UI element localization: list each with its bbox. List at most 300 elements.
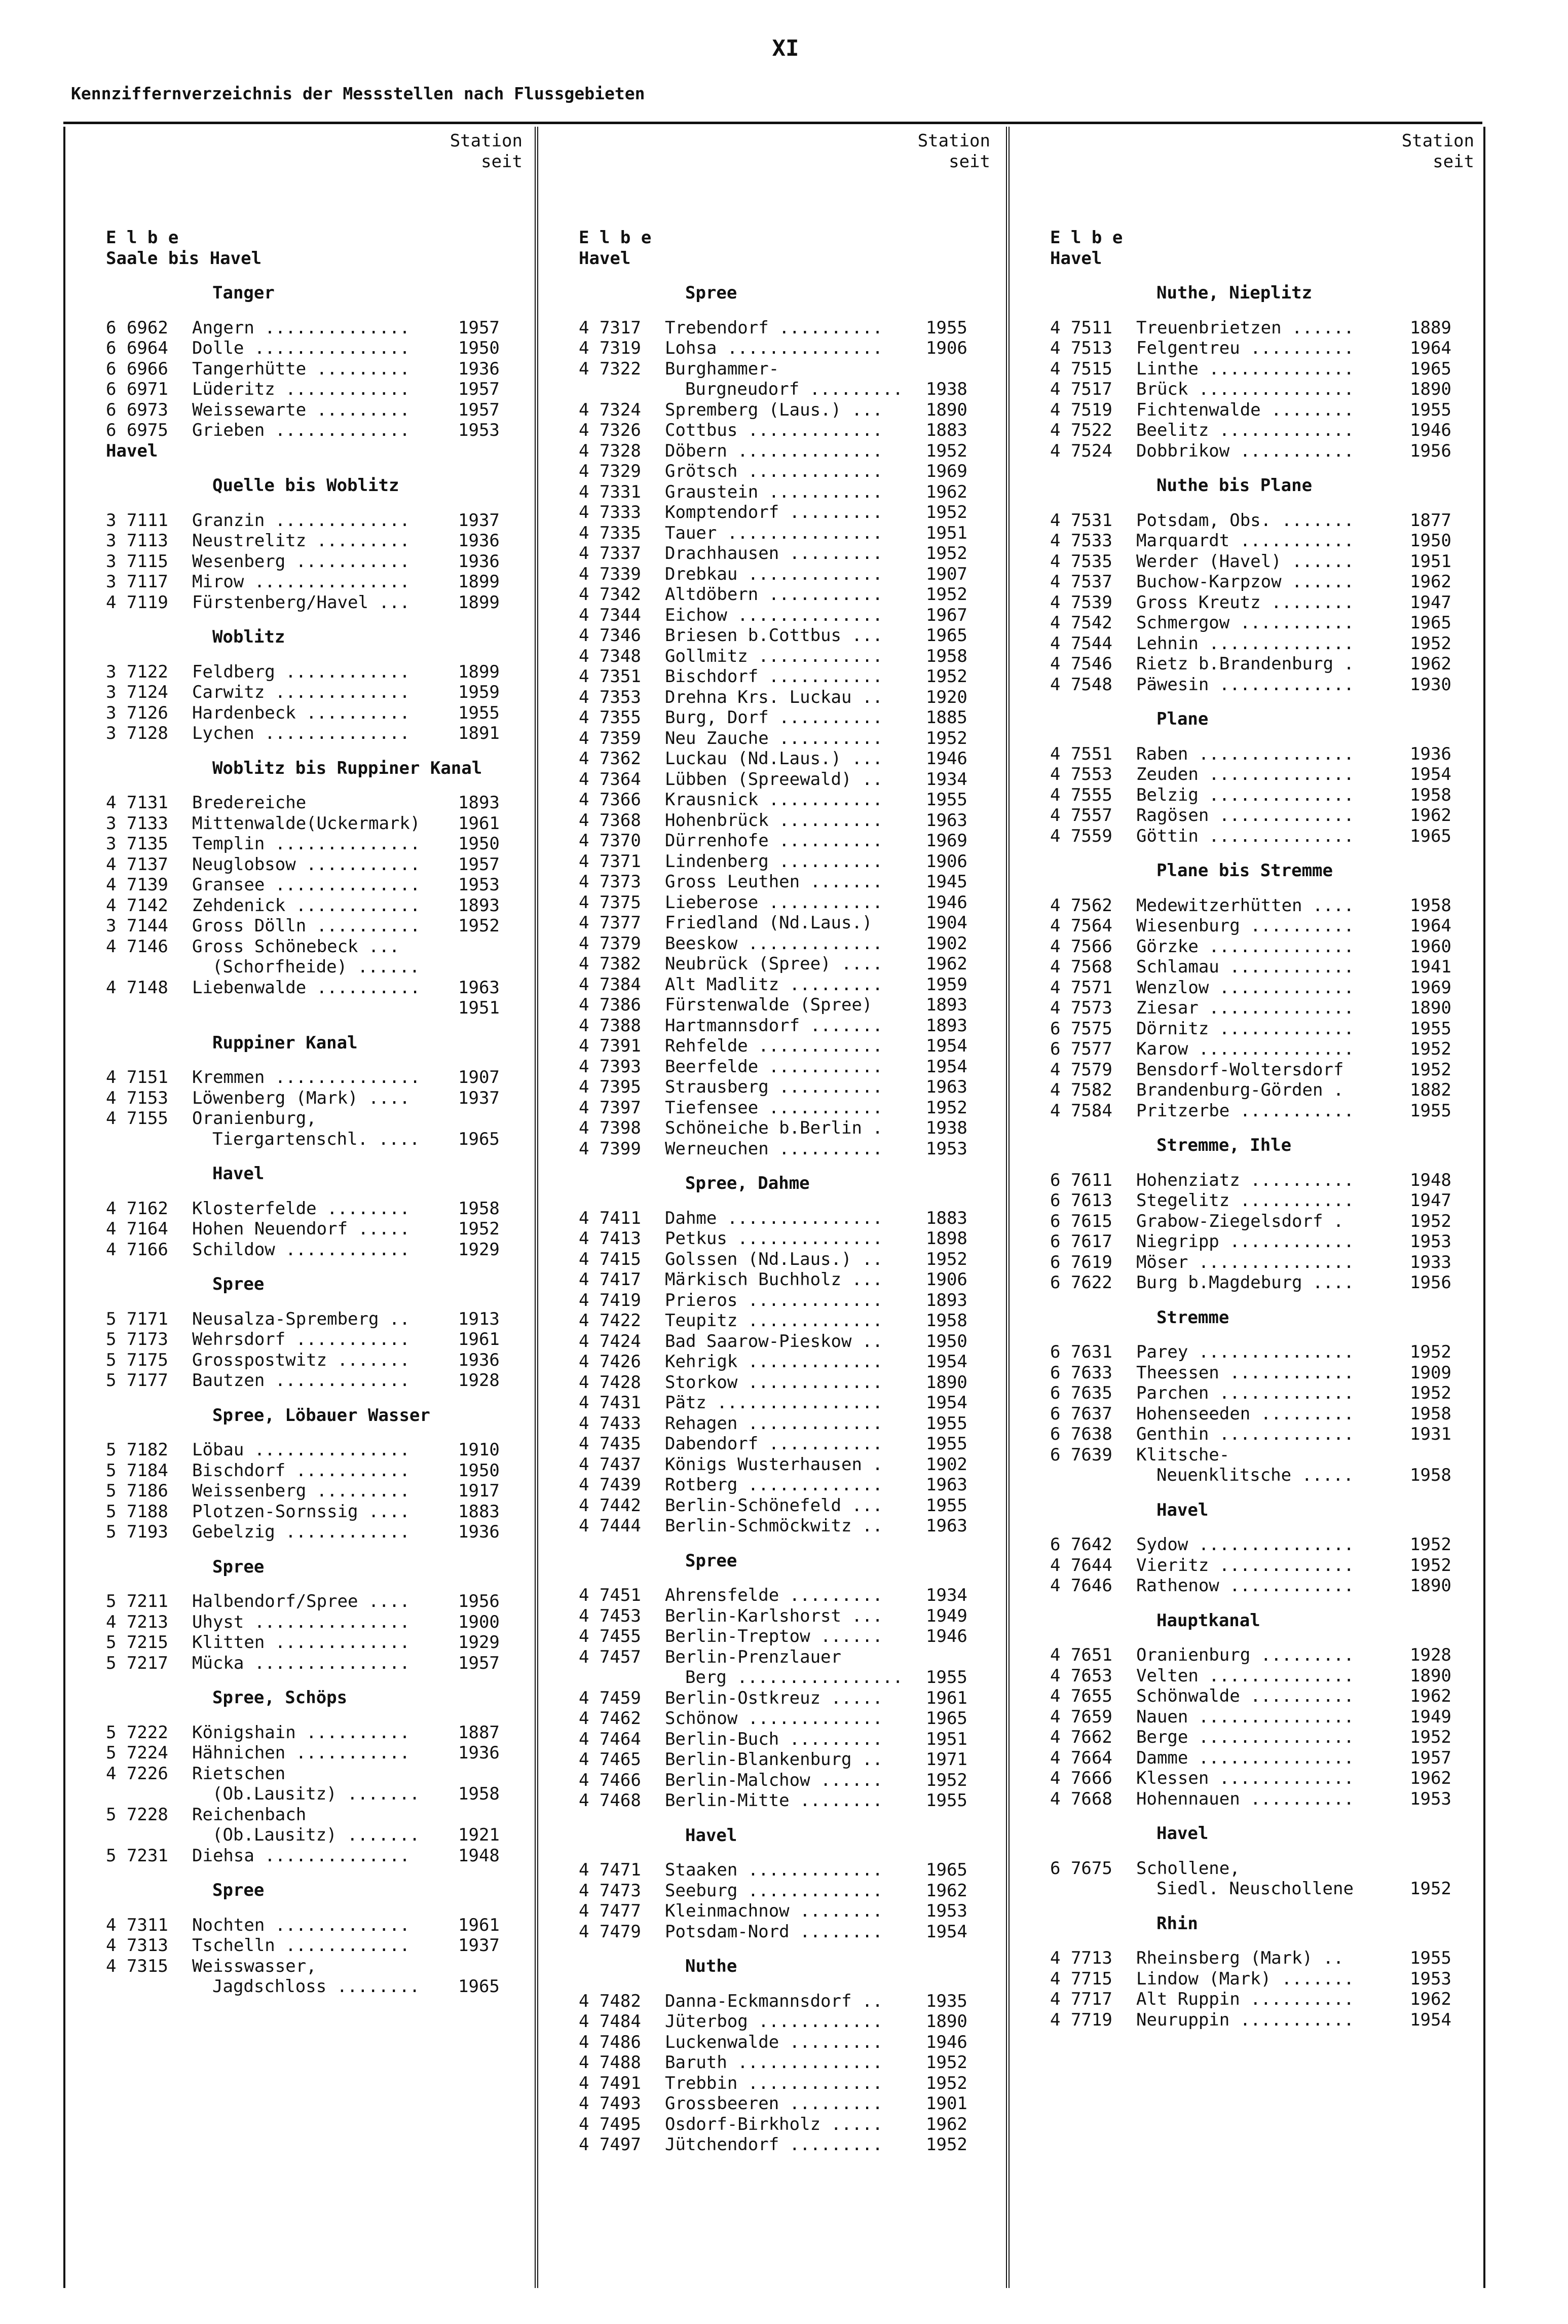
station-year: 1954 — [926, 1393, 967, 1413]
station-code: 4 7465 — [579, 1749, 641, 1770]
station-row — [106, 338, 532, 359]
station-name: Ragösen ............. — [1136, 805, 1354, 826]
station-name: Hähnichen ........... — [192, 1743, 410, 1763]
river-block — [1050, 248, 1483, 2031]
station-name: Baruth .............. — [665, 2052, 883, 2073]
station-row — [579, 769, 999, 790]
station-code: 4 7493 — [579, 2093, 641, 2114]
station-name: Nauen ............... — [1136, 1706, 1354, 1727]
station-row — [106, 1764, 532, 1784]
station-code: 4 7453 — [579, 1605, 641, 1626]
station-year: 1946 — [926, 1626, 967, 1646]
station-row — [579, 851, 999, 872]
station-code: 6 7617 — [1050, 1231, 1112, 1252]
station-code: 4 7313 — [106, 1935, 168, 1956]
station-row — [106, 551, 532, 572]
section-title: Spree — [685, 1550, 737, 1571]
station-row — [1050, 805, 1483, 826]
station-name: Dolle ............... — [192, 338, 410, 358]
station-year: 1921 — [458, 1825, 500, 1845]
station-name: Görzke .............. — [1136, 936, 1354, 957]
station-code: 6 6962 — [106, 317, 168, 338]
station-row — [579, 523, 999, 544]
section-title: Woblitz bis Ruppiner Kanal — [212, 758, 482, 778]
station-year: 1952 — [926, 1097, 967, 1118]
station-name: Velten .............. — [1136, 1665, 1354, 1686]
station-row — [579, 1901, 999, 1922]
station-year: 1893 — [458, 793, 500, 813]
station-code: 4 7573 — [1050, 998, 1112, 1018]
station-year: 1953 — [458, 875, 500, 895]
station-code: 4 7371 — [579, 851, 641, 872]
station-name: Rehagen ............. — [665, 1413, 883, 1434]
station-code: 4 7388 — [579, 1015, 641, 1036]
station-row — [1050, 936, 1483, 957]
station-code: 6 7637 — [1050, 1403, 1112, 1424]
station-year: 1950 — [458, 1460, 500, 1481]
station-name: Beerfelde ........... — [665, 1056, 883, 1077]
station-year — [926, 359, 999, 380]
station-year: 1906 — [926, 851, 967, 872]
station-name: Dürrenhofe .......... — [665, 831, 883, 851]
station-code: 6 7577 — [1050, 1039, 1112, 1059]
station-row — [579, 1495, 999, 1516]
station-code: 4 7333 — [579, 502, 641, 522]
station-code: 4 7137 — [106, 854, 168, 875]
station-code: 4 7370 — [579, 831, 641, 851]
station-name: Rietz b.Brandenburg . — [1136, 654, 1354, 674]
station-code: 5 7211 — [106, 1591, 168, 1611]
station-name: Burgneudorf ......... — [685, 379, 903, 399]
station-year: 1890 — [1410, 1665, 1451, 1686]
station-year — [926, 1647, 999, 1668]
station-year: 1963 — [926, 810, 967, 831]
station-code: 6 6973 — [106, 399, 168, 420]
station-name: Möser ............... — [1136, 1252, 1354, 1272]
station-name: Dahme ............... — [665, 1208, 883, 1228]
station-code: 4 7584 — [1050, 1100, 1112, 1121]
station-row — [106, 510, 532, 531]
station-row — [1050, 785, 1483, 806]
station-name: Lindenberg .......... — [665, 851, 883, 872]
station-row — [579, 2093, 999, 2114]
station-name: Klessen ............. — [1136, 1768, 1354, 1788]
station-year: 1963 — [926, 1516, 967, 1536]
station-code: 4 7399 — [579, 1138, 641, 1159]
station-row — [579, 584, 999, 605]
station-row — [579, 1036, 999, 1057]
station-year: 1952 — [1410, 1383, 1451, 1403]
station-name: Karow ............... — [1136, 1039, 1354, 1059]
station-year: 1890 — [1410, 1576, 1451, 1596]
station-code: 4 7539 — [1050, 592, 1112, 613]
station-code: 4 7328 — [579, 440, 641, 461]
station-code: 4 7559 — [1050, 826, 1112, 846]
station-row — [106, 1370, 532, 1391]
station-row — [579, 543, 999, 564]
station-code: 6 7633 — [1050, 1362, 1112, 1383]
station-code: 4 7311 — [106, 1915, 168, 1935]
station-row — [1050, 613, 1483, 633]
station-row — [1050, 998, 1483, 1019]
station-code: 5 7173 — [106, 1329, 168, 1350]
station-row — [579, 1208, 999, 1229]
station-code: 4 7522 — [1050, 420, 1112, 440]
station-row — [106, 662, 532, 683]
station-code: 4 7482 — [579, 1991, 641, 2011]
station-row — [106, 895, 532, 916]
station-code: 4 7331 — [579, 481, 641, 502]
station-code: 4 7164 — [106, 1219, 168, 1239]
station-code: 4 7651 — [1050, 1645, 1112, 1665]
station-row — [1050, 1424, 1483, 1445]
station-name: Linthe .............. — [1136, 358, 1354, 379]
station-code: 4 7398 — [579, 1118, 641, 1138]
station-code: 4 7368 — [579, 810, 641, 831]
station-code: 6 6971 — [106, 379, 168, 399]
station-code: 4 7564 — [1050, 916, 1112, 936]
station-year — [458, 936, 532, 957]
station-row — [106, 420, 532, 441]
station-row — [579, 318, 999, 339]
station-code: 3 7133 — [106, 813, 168, 834]
section-title: Nuthe bis Plane — [1156, 475, 1313, 496]
station-name: Neuglobsow ........... — [192, 854, 421, 875]
station-row — [579, 974, 999, 995]
station-name: Belzig .............. — [1136, 784, 1354, 805]
station-name: Vieritz ............. — [1136, 1555, 1354, 1576]
station-year: 1946 — [926, 892, 967, 913]
station-year: 1969 — [926, 461, 967, 481]
station-row — [1050, 764, 1483, 785]
station-row — [1050, 1879, 1483, 1899]
station-name: Königs Wusterhausen . — [665, 1454, 883, 1475]
station-name: Kleinmachnow ........ — [665, 1901, 883, 1921]
station-row — [1050, 359, 1483, 380]
station-year: 1962 — [1410, 572, 1451, 592]
station-row — [579, 892, 999, 913]
station-name: Halbendorf/Spree .... — [192, 1591, 410, 1611]
station-code: 4 7373 — [579, 872, 641, 892]
station-name: Klitten ............. — [192, 1632, 410, 1653]
station-row — [579, 1516, 999, 1536]
station-row — [579, 790, 999, 810]
station-code — [579, 1667, 665, 1688]
section-title: Havel — [1156, 1823, 1209, 1844]
station-code: 4 7151 — [106, 1067, 168, 1088]
station-name: Neuruppin ........... — [1136, 2009, 1354, 2030]
station-name: Löwenberg (Mark) .... — [192, 1088, 410, 1108]
station-row — [106, 1350, 532, 1371]
station-name: Märkisch Buchholz ... — [665, 1269, 883, 1290]
station-row — [1050, 1252, 1483, 1273]
station-code: 4 7391 — [579, 1036, 641, 1056]
station-row — [579, 1434, 999, 1454]
station-year: 1954 — [926, 1921, 967, 1942]
station-row — [106, 1502, 532, 1522]
station-name: Drachhausen ......... — [665, 543, 883, 564]
section-title: Plane — [1156, 709, 1209, 729]
station-name: Schollene, — [1136, 1858, 1240, 1879]
station-row — [1050, 1666, 1483, 1686]
station-year: 1958 — [926, 646, 967, 666]
station-code: 4 7719 — [1050, 2009, 1112, 2030]
station-year: 1952 — [926, 2073, 967, 2093]
station-name: Rotberg ............. — [665, 1475, 883, 1495]
station-row — [1050, 1404, 1483, 1425]
station-row — [106, 854, 532, 875]
station-row — [106, 793, 532, 813]
station-row — [106, 1805, 532, 1825]
station-row — [106, 1935, 532, 1956]
station-row — [579, 625, 999, 646]
station-name: Feldberg ............ — [192, 661, 410, 682]
station-row — [579, 954, 999, 974]
station-year: 1938 — [926, 379, 967, 399]
station-name: Briesen b.Cottbus ... — [665, 625, 883, 646]
station-name: Bischdorf ........... — [665, 666, 883, 687]
station-row — [106, 1722, 532, 1743]
station-row — [1050, 1858, 1483, 1879]
station-row — [1050, 1768, 1483, 1789]
station-code: 5 7231 — [106, 1845, 168, 1866]
station-code: 4 7319 — [579, 338, 641, 358]
station-year: 1891 — [458, 723, 500, 743]
station-year: 1965 — [1410, 613, 1451, 633]
station-row — [106, 723, 532, 744]
station-name: Seeburg ............. — [665, 1880, 883, 1901]
station-year: 1963 — [926, 1475, 967, 1495]
station-code: 4 7462 — [579, 1708, 641, 1729]
station-name: (Schorfheide) ...... — [212, 957, 420, 977]
station-name: Hartmannsdorf ....... — [665, 1015, 883, 1036]
station-year: 1965 — [926, 625, 967, 646]
station-row — [1050, 674, 1483, 695]
station-row — [579, 1708, 999, 1729]
station-year — [1410, 1445, 1483, 1466]
station-row — [579, 872, 999, 892]
station-row — [1050, 633, 1483, 654]
station-code: 4 7568 — [1050, 957, 1112, 977]
station-code: 4 7473 — [579, 1880, 641, 1901]
station-name: Eichow .............. — [665, 605, 883, 625]
station-year: 1906 — [926, 1269, 967, 1290]
station-row — [1050, 510, 1483, 531]
station-code: 6 7631 — [1050, 1342, 1112, 1362]
station-year: 1937 — [458, 510, 500, 531]
station-name: Königshain .......... — [192, 1722, 410, 1743]
station-name: Gross Leuthen ....... — [665, 872, 883, 892]
section-title: Havel — [1156, 1500, 1209, 1520]
station-name: Rathenow ............ — [1136, 1576, 1354, 1596]
station-row — [1050, 1465, 1483, 1486]
station-row — [579, 1667, 999, 1688]
station-name: Hohenziatz .......... — [1136, 1170, 1354, 1190]
station-name: Berlin-Karlshorst ... — [665, 1605, 883, 1626]
station-code: 4 7382 — [579, 954, 641, 974]
station-code: 4 7386 — [579, 995, 641, 1015]
station-name: Brück ............... — [1136, 379, 1354, 399]
station-year: 1967 — [926, 605, 967, 625]
station-year: 1890 — [926, 1372, 967, 1393]
station-year: 1902 — [926, 933, 967, 954]
station-row — [579, 995, 999, 1016]
station-row — [106, 1846, 532, 1866]
station-row — [106, 957, 532, 978]
station-name: Berg ................ — [685, 1667, 903, 1688]
station-code: 4 7486 — [579, 2032, 641, 2052]
station-name: Sydow ............... — [1136, 1534, 1354, 1555]
station-year: 1893 — [926, 1290, 967, 1310]
station-row — [106, 1219, 532, 1240]
station-code: 5 7215 — [106, 1632, 168, 1653]
station-year: 1936 — [1410, 743, 1451, 764]
station-row — [579, 379, 999, 400]
river-block — [106, 248, 532, 441]
station-year: 1913 — [458, 1308, 500, 1329]
station-year: 1883 — [926, 1208, 967, 1228]
station-name: Tiergartenschl. .... — [212, 1129, 420, 1149]
station-name: Werneuchen .......... — [665, 1138, 883, 1159]
station-code: 6 7611 — [1050, 1170, 1112, 1190]
station-name: Ziesar .............. — [1136, 998, 1354, 1018]
station-code: 5 7193 — [106, 1522, 168, 1542]
station-code: 4 7666 — [1050, 1768, 1112, 1788]
station-row — [579, 1290, 999, 1311]
station-row — [579, 1626, 999, 1647]
station-code: 4 7468 — [579, 1790, 641, 1811]
station-row — [106, 1591, 532, 1612]
column-2 — [535, 127, 999, 2288]
section-title: Havel — [212, 1164, 265, 1184]
station-code: 4 7531 — [1050, 510, 1112, 531]
station-row — [1050, 916, 1483, 936]
station-name: Schmergow ........... — [1136, 613, 1354, 633]
station-name: Schlamau ............ — [1136, 957, 1354, 977]
station-row — [106, 572, 532, 592]
station-year: 1952 — [1410, 1211, 1451, 1231]
station-row — [579, 1749, 999, 1770]
station-row — [1050, 1231, 1483, 1252]
station-name: Tiefensee ........... — [665, 1097, 883, 1118]
station-name: Burg b.Magdeburg .... — [1136, 1272, 1354, 1293]
station-year: 1929 — [458, 1239, 500, 1260]
station-name: Klitsche- — [1136, 1444, 1230, 1465]
river-block — [579, 248, 999, 2155]
station-name: Altdöbern ........... — [665, 584, 883, 605]
station-row — [106, 682, 532, 703]
station-row — [579, 748, 999, 769]
station-code — [106, 957, 192, 978]
station-year: 1883 — [458, 1501, 500, 1522]
station-code: 4 7379 — [579, 933, 641, 954]
station-code: 4 7424 — [579, 1331, 641, 1352]
station-year: 1946 — [926, 2032, 967, 2052]
station-row — [106, 592, 532, 613]
station-year: 1956 — [458, 1591, 500, 1611]
station-year: 1953 — [1410, 1968, 1451, 1989]
station-row — [579, 1118, 999, 1139]
station-name: Gebelzig ............ — [192, 1522, 410, 1542]
station-name: Tschelln ............ — [192, 1935, 410, 1956]
station-row — [106, 1088, 532, 1109]
station-name: Alt Madlitz ......... — [665, 974, 883, 995]
station-name: Hohenseeden ......... — [1136, 1403, 1354, 1424]
station-year: 1950 — [1410, 531, 1451, 551]
station-name: Zeuden .............. — [1136, 764, 1354, 784]
station-row — [1050, 551, 1483, 572]
station-code: 4 7713 — [1050, 1948, 1112, 1968]
station-year: 1955 — [926, 790, 967, 810]
station-name: Lychen .............. — [192, 723, 410, 743]
station-name: Potsdam-Nord ........ — [665, 1921, 883, 1942]
station-code: 4 7317 — [579, 317, 641, 338]
station-name: Luckau (Nd.Laus.) ... — [665, 748, 883, 769]
station-year: 1945 — [926, 872, 967, 892]
station-year: 1928 — [1410, 1645, 1451, 1665]
station-row — [1050, 1969, 1483, 1990]
section-title: Plane bis Stremme — [1156, 860, 1333, 881]
station-year: 1898 — [926, 1228, 967, 1249]
station-year: 1950 — [458, 834, 500, 854]
section-title: Spree — [212, 1274, 265, 1294]
station-row — [1050, 1989, 1483, 2010]
station-code: 4 7548 — [1050, 674, 1112, 695]
station-name: Wehrsdorf ........... — [192, 1329, 410, 1350]
station-year: 1952 — [1410, 1879, 1451, 1899]
station-row — [1050, 572, 1483, 592]
station-year: 1955 — [926, 1667, 967, 1688]
station-code: 4 7519 — [1050, 399, 1112, 420]
station-row — [579, 2032, 999, 2053]
station-year: 1930 — [1410, 674, 1451, 695]
station-year: 1936 — [458, 551, 500, 572]
station-row — [579, 2114, 999, 2135]
station-row — [106, 359, 532, 380]
station-code: 4 7326 — [579, 420, 641, 440]
station-name: Storkow ............. — [665, 1372, 883, 1393]
station-year: 1885 — [926, 707, 967, 728]
station-code: 6 7613 — [1050, 1190, 1112, 1211]
station-name: Lieberose ........... — [665, 892, 883, 913]
station-name: Weisswasser, — [192, 1956, 317, 1976]
station-code: 4 7437 — [579, 1454, 641, 1475]
station-year: 1958 — [1410, 895, 1451, 916]
sub-basin-name: Saale bis Havel — [106, 248, 262, 269]
station-code: 4 7537 — [1050, 572, 1112, 592]
station-year: 1929 — [458, 1632, 500, 1653]
station-code — [579, 379, 665, 400]
station-name: Carwitz ............. — [192, 682, 410, 702]
station-year: 1936 — [458, 1743, 500, 1763]
station-code — [1050, 1465, 1136, 1486]
station-code: 6 7615 — [1050, 1211, 1112, 1231]
station-year: 1956 — [1410, 440, 1451, 461]
station-name: Fichtenwalde ........ — [1136, 399, 1354, 420]
station-year: 1936 — [458, 1522, 500, 1542]
station-name: Lindow (Mark) ....... — [1136, 1968, 1354, 1989]
station-year: 1962 — [926, 2114, 967, 2134]
station-name: Schönow ............. — [665, 1708, 883, 1729]
station-code: 4 7433 — [579, 1413, 641, 1434]
station-year — [458, 1956, 532, 1977]
station-name: Krausnick ........... — [665, 790, 883, 810]
station-year: 1961 — [458, 1915, 500, 1935]
station-name: Kehrigk ............. — [665, 1352, 883, 1372]
station-code: 4 7562 — [1050, 895, 1112, 916]
station-year: 1958 — [458, 1784, 500, 1804]
station-year: 1969 — [926, 831, 967, 851]
